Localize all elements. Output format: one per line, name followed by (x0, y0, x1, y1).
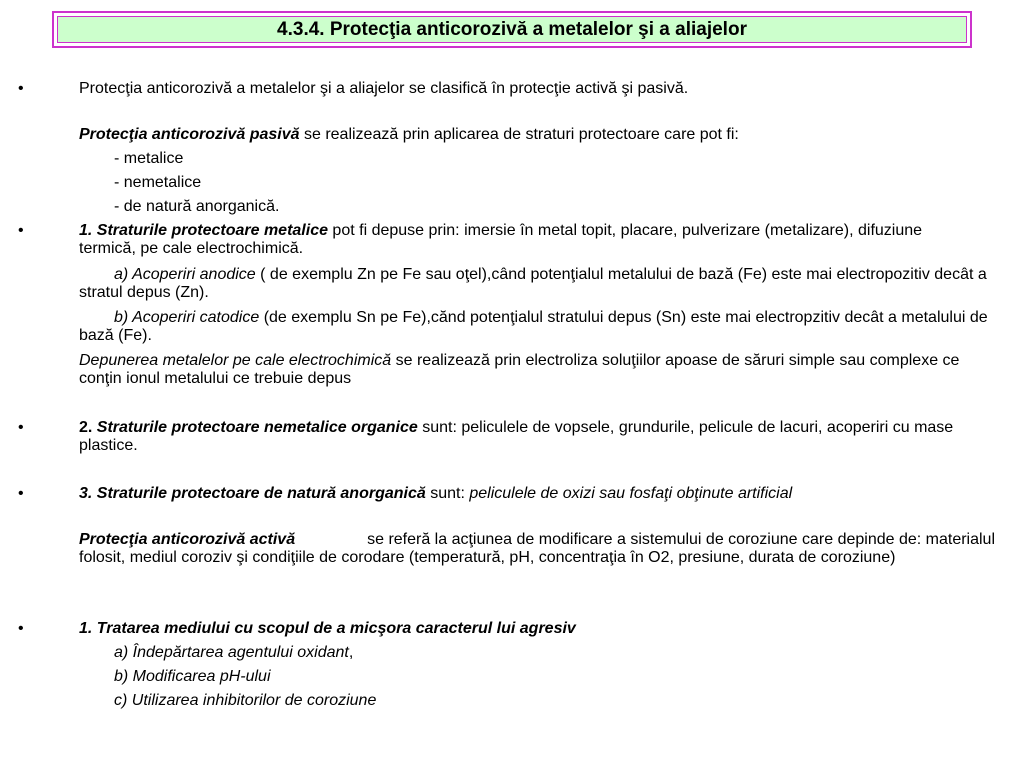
anodic-text: ( de exemplu Zn pe Fe sau oţel),când potenţialul metalului de bază (Fe) este mai electropozitiv decât a stratul depus (Zn). (79, 266, 987, 301)
organic-text: sunt: peliculele de vopsele, grundurile, pelicule de lacuri, acoperiri cu mase plastice. (79, 419, 954, 454)
treatment-heading: 1. Tratarea mediului cu scopul de a micşora caracterul lui agresiv (79, 620, 576, 637)
anodic-paragraph (79, 266, 1024, 302)
passive-item-inorganic: - de natură anorganică. (114, 198, 280, 215)
active-paragraph (79, 531, 1009, 567)
bullet: • (18, 222, 24, 239)
treatment-item-a-suffix: , (348, 644, 354, 661)
cathodic-paragraph (79, 309, 1024, 345)
treatment-item-a-text: a) Îndepărtarea agentului oxidant (114, 644, 349, 661)
organic-number: 2. (79, 419, 97, 436)
intro-text: Protecţia anticorozivă a metalelor şi a aliajelor se clasifică în protecţie activă şi pasivă. (79, 80, 689, 97)
passive-item-nonmetallic: - nemetalice (114, 174, 202, 191)
organic-heading: Straturile protectoare nemetalice organice (96, 419, 418, 436)
treatment-item-a (114, 644, 353, 662)
passive-heading: Protecţia anticorozivă pasivă (79, 126, 300, 143)
bullet: • (18, 620, 24, 637)
title-frame (52, 11, 972, 48)
inorganic-heading: 3. Straturile protectoare de natură anorganică (79, 485, 426, 502)
inorganic-italic-text: peliculele de oxizi sau fosfaţi obţinute artificial (469, 485, 793, 502)
metallic-paragraph (79, 222, 959, 258)
cathodic-label: b) Acoperiri catodice (114, 309, 260, 326)
metallic-heading: 1. Straturile protectoare metalice (79, 222, 328, 239)
metallic-text: pot fi depuse prin: imersie în metal topit, placare, pulverizare (metalizare), difuziune termică, pe cale electrochimică. (79, 222, 923, 257)
electro-text: se realizează prin electroliza soluţiilor apoase de săruri simple sau complexe ce conţin ionul metalului ce trebuie depus (79, 352, 960, 387)
inorganic-paragraph (79, 485, 792, 503)
page-title: 4.3.4. Protecţia anticorozivă a metalelor şi a aliajelor (57, 16, 967, 43)
active-text: se referă la acţiunea de modificare a sistemului de coroziune care depinde de: materialul folosit, mediul coroziv şi condiţiile de corodare (temperatură, pH, concentraţia în O2, presiune, durata de coroziune) (79, 531, 995, 566)
passive-text: se realizează prin aplicarea de straturi protectoare care pot fi: (299, 126, 739, 143)
passive-paragraph (79, 126, 739, 144)
electro-paragraph (79, 352, 999, 388)
bullet: • (18, 80, 24, 97)
electro-label: Depunerea metalelor pe cale electrochimică (79, 352, 392, 369)
treatment-item-c: c) Utilizarea inhibitorilor de coroziune (114, 692, 377, 709)
inorganic-text: sunt: (425, 485, 470, 502)
organic-paragraph (79, 419, 1009, 455)
anodic-label: a) Acoperiri anodice (114, 266, 256, 283)
bullet: • (18, 485, 24, 502)
bullet: • (18, 419, 24, 436)
passive-item-metallic: - metalice (114, 150, 184, 167)
active-heading: Protecţia anticorozivă activă (79, 531, 296, 548)
cathodic-text: (de exemplu Sn pe Fe),cănd potenţialul stratului depus (Sn) este mai electropzitiv decât a metalului de bază (Fe). (79, 309, 988, 344)
treatment-item-b: b) Modificarea pH-ului (114, 668, 271, 685)
